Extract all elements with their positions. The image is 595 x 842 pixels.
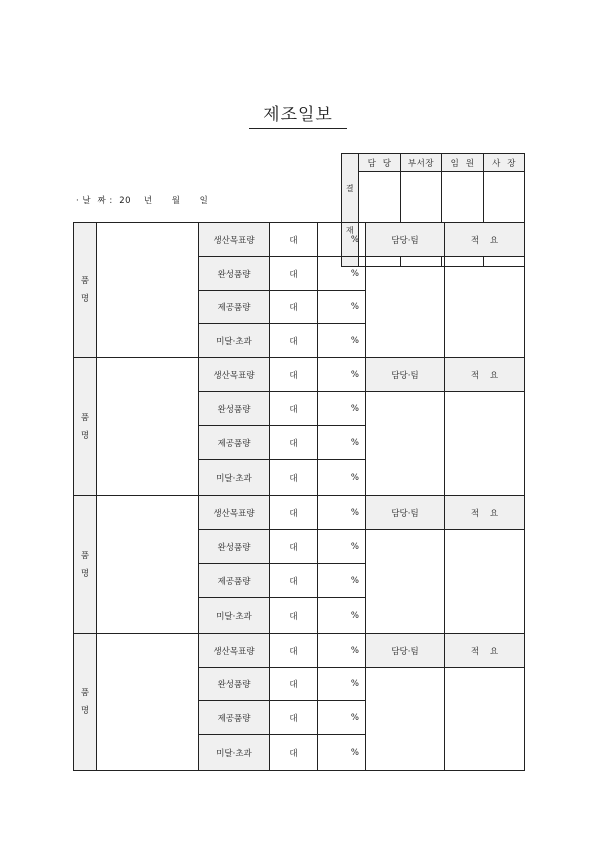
remarks-header: 적 요	[445, 223, 525, 257]
row-label: 생산목표량	[199, 634, 270, 668]
approval-header-executive: 임 원	[442, 154, 484, 172]
product-name-label	[74, 496, 97, 634]
unit-count-field[interactable]: 대	[270, 496, 318, 530]
product-name-label-top: 품	[80, 276, 90, 286]
product-name-label-bottom: 명	[80, 568, 90, 579]
unit-count-field[interactable]: 대	[270, 223, 318, 257]
approval-label-top: 결	[345, 184, 355, 193]
product-name-label-top: 품	[80, 688, 90, 698]
unit-count-field[interactable]: 대	[270, 598, 318, 634]
approval-header-dept-head: 부서장	[401, 154, 442, 172]
row-label: 완성품량	[199, 530, 270, 564]
table-row	[74, 223, 525, 257]
unit-count-field[interactable]: 대	[270, 358, 318, 392]
row-label: 미달·초과	[199, 460, 270, 496]
product-name-label	[74, 358, 97, 496]
percent-field[interactable]: %	[318, 496, 366, 530]
row-label: 완성품량	[199, 257, 270, 291]
product-name-label-bottom: 명	[80, 294, 90, 304]
document-title: 제조일보	[249, 102, 347, 129]
approval-header-president: 사 장	[484, 154, 525, 172]
unit-count-field[interactable]: 대	[270, 564, 318, 598]
product-name-label-top: 품	[80, 550, 90, 561]
manager-header: 담당·팀	[366, 634, 445, 668]
product-name-label	[74, 634, 97, 771]
percent-field[interactable]: %	[318, 564, 366, 598]
percent-field[interactable]: %	[318, 257, 366, 291]
percent-field[interactable]: %	[318, 324, 366, 358]
production-table	[73, 222, 525, 771]
unit-count-field[interactable]: 대	[270, 426, 318, 460]
unit-count-field[interactable]: 대	[270, 634, 318, 668]
percent-field[interactable]: %	[318, 634, 366, 668]
percent-field[interactable]: %	[318, 358, 366, 392]
row-label: 미달·초과	[199, 324, 270, 358]
unit-count-field[interactable]: 대	[270, 530, 318, 564]
row-label: 제공품량	[199, 564, 270, 598]
product-name-field[interactable]	[97, 496, 199, 634]
product-name-label-bottom: 명	[80, 430, 90, 441]
manager-field[interactable]	[366, 668, 445, 771]
row-label: 제공품량	[199, 426, 270, 460]
row-label: 미달·초과	[199, 598, 270, 634]
remarks-header: 적 요	[445, 496, 525, 530]
unit-count-field[interactable]: 대	[270, 735, 318, 771]
product-name-field[interactable]	[97, 634, 199, 771]
date-line: · 날 짜 : 20 년 월 일	[76, 196, 209, 206]
approval-header-staff: 담 당	[359, 154, 401, 172]
table-row	[74, 496, 525, 530]
unit-count-field[interactable]: 대	[270, 291, 318, 324]
unit-count-field[interactable]: 대	[270, 324, 318, 358]
percent-field[interactable]: %	[318, 291, 366, 324]
percent-field[interactable]: %	[318, 530, 366, 564]
product-name-label-bottom: 명	[80, 706, 90, 716]
manager-field[interactable]	[366, 530, 445, 634]
product-name-field[interactable]	[97, 223, 199, 358]
unit-count-field[interactable]: 대	[270, 701, 318, 735]
product-name-label	[74, 223, 97, 358]
unit-count-field[interactable]: 대	[270, 460, 318, 496]
percent-field[interactable]: %	[318, 735, 366, 771]
table-row	[74, 358, 525, 392]
row-label: 생산목표량	[199, 358, 270, 392]
row-label: 생산목표량	[199, 496, 270, 530]
row-label: 완성품량	[199, 392, 270, 426]
row-label: 완성품량	[199, 668, 270, 701]
unit-count-field[interactable]: 대	[270, 257, 318, 291]
remarks-field[interactable]	[445, 668, 525, 771]
percent-field[interactable]: %	[318, 598, 366, 634]
unit-count-field[interactable]: 대	[270, 392, 318, 426]
product-name-label-top: 품	[80, 412, 90, 423]
approval-label-bottom: 재	[345, 226, 355, 235]
row-label: 미달·초과	[199, 735, 270, 771]
row-label: 제공품량	[199, 291, 270, 324]
unit-count-field[interactable]: 대	[270, 668, 318, 701]
remarks-field[interactable]	[445, 530, 525, 634]
manager-field[interactable]	[366, 392, 445, 496]
manager-field[interactable]	[366, 257, 445, 358]
row-label: 제공품량	[199, 701, 270, 735]
percent-field[interactable]: %	[318, 701, 366, 735]
product-name-field[interactable]	[97, 358, 199, 496]
manager-header: 담당·팀	[366, 223, 445, 257]
manager-header: 담당·팀	[366, 358, 445, 392]
percent-field[interactable]: %	[318, 426, 366, 460]
remarks-header: 적 요	[445, 358, 525, 392]
remarks-header: 적 요	[445, 634, 525, 668]
percent-field[interactable]: %	[318, 668, 366, 701]
percent-field[interactable]: %	[318, 460, 366, 496]
row-label: 생산목표량	[199, 223, 270, 257]
percent-field[interactable]: %	[318, 223, 366, 257]
manager-header: 담당·팀	[366, 496, 445, 530]
table-row	[74, 634, 525, 668]
remarks-field[interactable]	[445, 392, 525, 496]
percent-field[interactable]: %	[318, 392, 366, 426]
remarks-field[interactable]	[445, 257, 525, 358]
